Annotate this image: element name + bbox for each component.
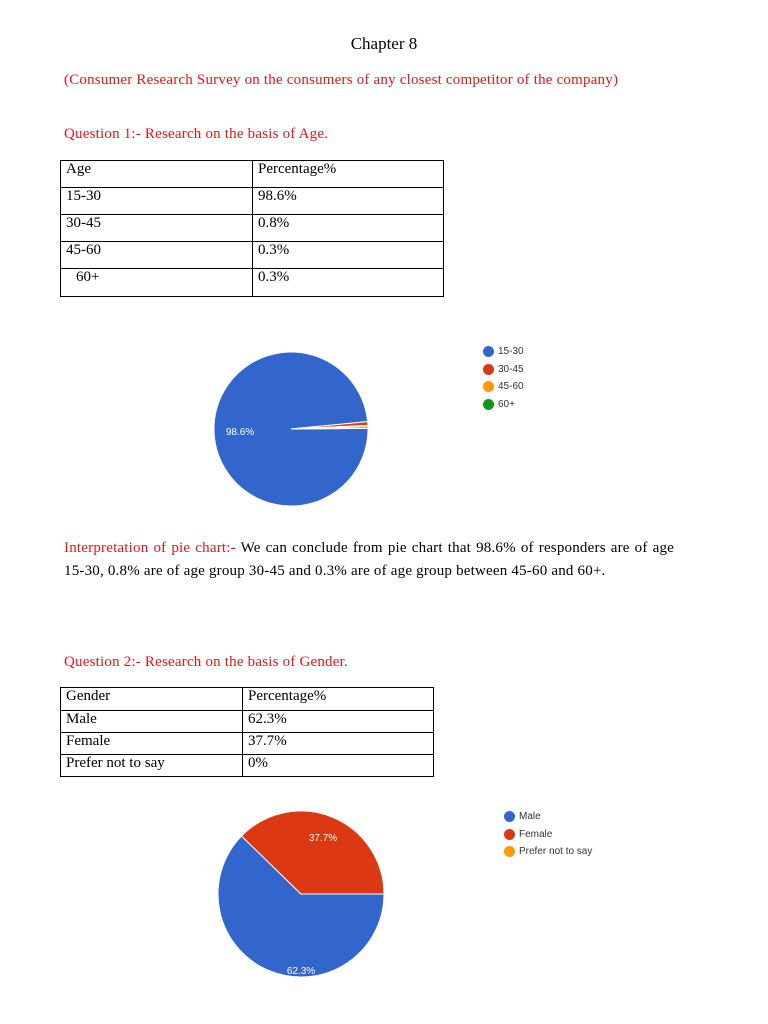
table-cell: 37.7%: [243, 733, 434, 755]
legend-item-60: [483, 396, 524, 414]
legend-item-30-45: [483, 361, 524, 379]
table-row: [61, 188, 444, 215]
chapter-title: Chapter 8: [350, 34, 418, 53]
legend-item-female: [504, 826, 592, 844]
table-cell: 0.3%: [253, 269, 444, 297]
interpretation-label: Interpretation of pie chart:-: [64, 540, 236, 556]
table-cell: 60+: [61, 269, 253, 297]
table-cell: 0.3%: [253, 242, 444, 269]
table-header-row: [61, 688, 434, 711]
age-table: [60, 160, 444, 297]
age-chart-legend: [483, 343, 524, 413]
interpretation-text: We can conclude from pie chart that 98.6% of responders are of age 15-30, 0.8% are of age group 30-45 and 0.3% are of age group between 45-60 and 60+.: [64, 540, 675, 579]
legend-label: Prefer not to say: [519, 846, 593, 858]
table-cell: 62.3%: [243, 711, 434, 733]
legend-swatch: [483, 364, 494, 375]
legend-label: 30-45: [498, 363, 524, 375]
table-cell: Female: [61, 733, 243, 755]
table-cell: 45-60: [61, 242, 253, 269]
table-row: [61, 242, 444, 269]
question-1-heading: Question 1:- Research on the basis of Age.: [64, 126, 329, 142]
slice-label-female: 37.7%: [308, 833, 338, 844]
legend-swatch: [504, 811, 515, 822]
legend-item-45-60: [483, 378, 524, 396]
legend-label: Female: [519, 828, 553, 840]
legend-swatch: [504, 829, 515, 840]
legend-item-prefer-not-to-say: [504, 843, 592, 861]
table-row: [61, 269, 444, 297]
legend-item-male: [504, 808, 592, 826]
table-row: [61, 711, 434, 733]
table-header-cell: Age: [61, 161, 253, 188]
legend-swatch: [483, 346, 494, 357]
gender-pie-chart: [214, 806, 388, 977]
table-cell: 98.6%: [253, 188, 444, 215]
table-cell: Prefer not to say: [61, 755, 243, 777]
legend-swatch: [483, 381, 494, 392]
legend-label: Male: [519, 811, 541, 823]
slice-label-male: 62.3%: [286, 966, 316, 977]
table-cell: 15-30: [61, 188, 253, 215]
age-pie-chart: [210, 342, 380, 514]
table-header-cell: Gender: [61, 688, 243, 711]
table-cell: Male: [61, 711, 243, 733]
gender-table: [60, 687, 434, 777]
legend-label: 60+: [498, 398, 515, 410]
table-row: [61, 215, 444, 242]
legend-swatch: [504, 846, 515, 857]
table-cell: 0.8%: [253, 215, 444, 242]
legend-label: 15-30: [498, 346, 524, 358]
legend-item-15-30: [483, 343, 524, 361]
survey-intro: (Consumer Research Survey on the consumers of any closest competitor of the company): [64, 72, 619, 88]
table-header-cell: Percentage%: [243, 688, 434, 711]
table-cell: 0%: [243, 755, 434, 777]
table-header-row: [61, 161, 444, 188]
table-header-cell: Percentage%: [253, 161, 444, 188]
legend-label: 45-60: [498, 381, 524, 393]
interpretation-paragraph: [64, 537, 674, 583]
table-row: [61, 755, 434, 777]
legend-swatch: [483, 399, 494, 410]
question-2-heading: Question 2:- Research on the basis of Gender.: [64, 654, 348, 670]
table-row: [61, 733, 434, 755]
gender-chart-legend: [504, 808, 592, 861]
slice-label-15-30: 98.6%: [225, 427, 255, 438]
table-cell: 30-45: [61, 215, 253, 242]
